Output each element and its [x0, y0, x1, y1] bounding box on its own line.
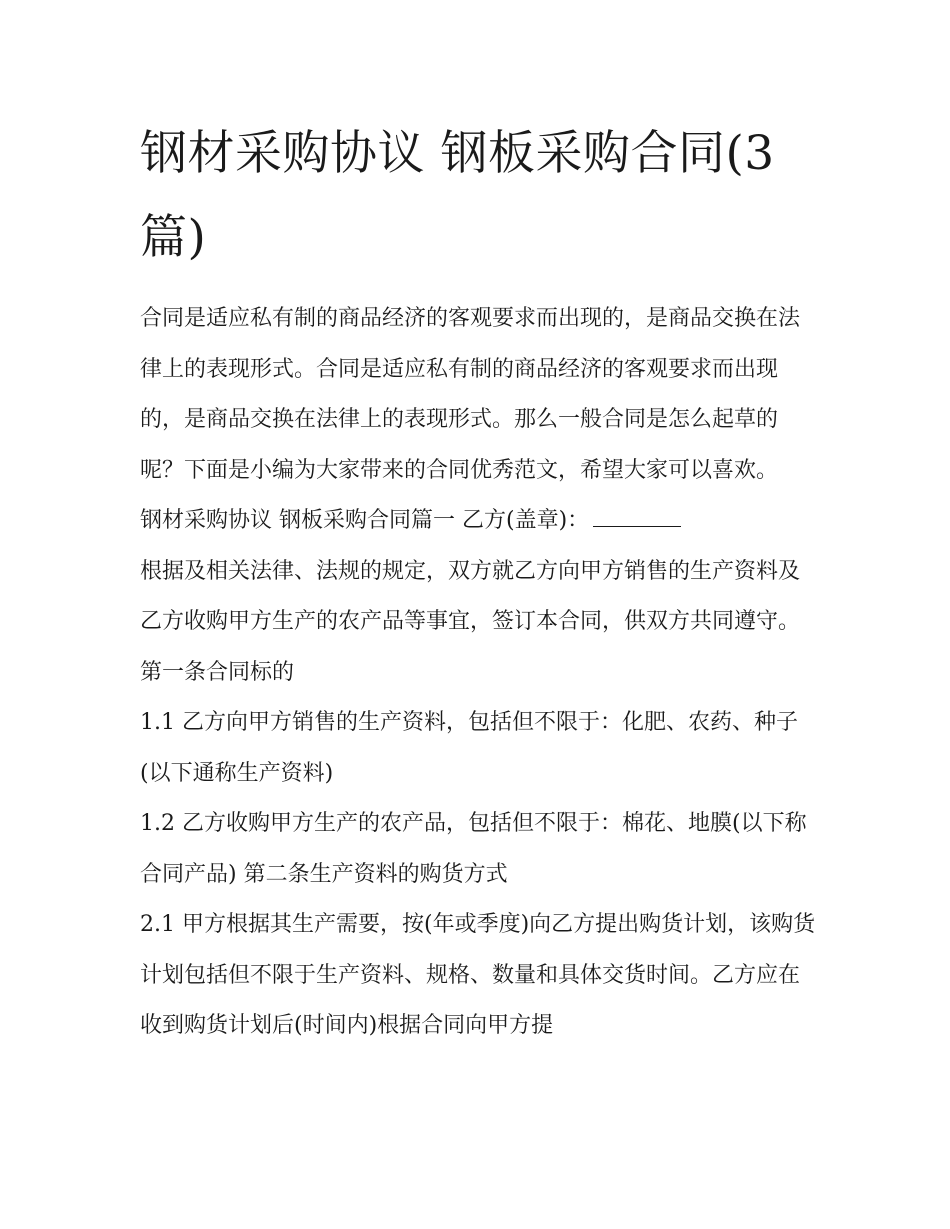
document-title-line-1: 钢材采购协议 钢板采购合同(3	[140, 126, 775, 181]
document-title-block	[140, 112, 820, 280]
document-page	[140, 112, 820, 1052]
intro-paragraph: 合同是适应私有制的商品经济的客观要求而出现的，是商品交换在法律上的表现形式。合同是适应私有制的商品经济的客观要求而出现的，是商品交换在法律上的表现形式。那么一般合同是怎么起草的呢？下面是小编为大家带来的合同优秀范文，希望大家可以喜欢。	[140, 306, 801, 483]
clause-1-1: 1.1 乙方向甲方销售的生产资料，包括但不限于：化肥、农药、种子(以下通称生产资料)	[140, 710, 798, 786]
clause-2-1: 2.1 甲方根据其生产需要，按(年或季度)向乙方提出购货计划，该购货计划包括但不限于生产资料、规格、数量和具体交货时间。乙方应在收到购货计划后(时间内)根据合同向甲方提	[140, 912, 816, 1038]
document-title-line-2: 篇)	[140, 210, 207, 265]
clause-1-2: 1.2 乙方收购甲方生产的农产品，包括但不限于：棉花、地膜(以下称合同产品) 第二条生产资料的购货方式	[140, 811, 807, 887]
section-one-heading	[140, 496, 820, 547]
basis-paragraph: 根据及相关法律、法规的规定，双方就乙方向甲方销售的生产资料及乙方收购甲方生产的农产品等事宜，签订本合同，供双方共同遵守。 第一条合同标的	[140, 558, 801, 685]
section-one-heading-text: 钢材采购协议 钢板采购合同篇一 乙方(盖章)：	[140, 508, 590, 533]
signature-blank-line	[593, 506, 681, 527]
